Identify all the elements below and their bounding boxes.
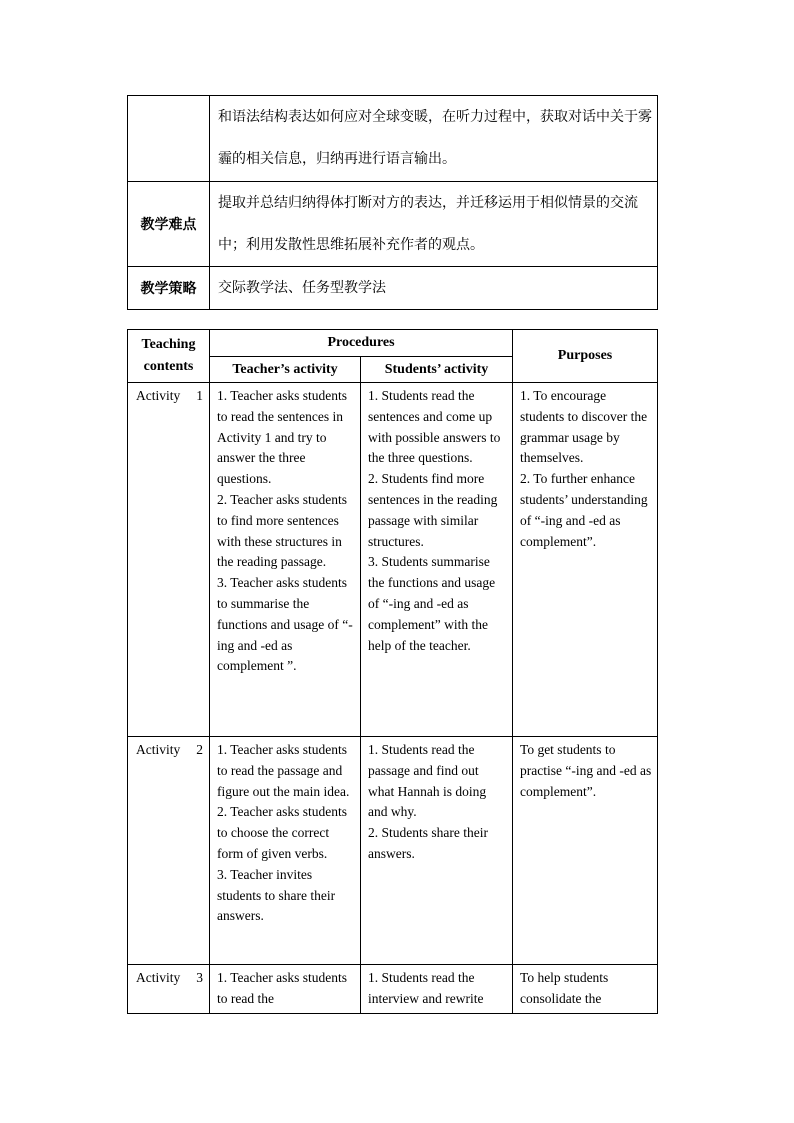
- table-row: [128, 383, 658, 737]
- row-content: 和语法结构表达如何应对全球变暖，在听力过程中，获取对话中关于雾霾的相关信息，归纳再进行语言输出。: [210, 96, 658, 182]
- row-content: 提取并总结归纳得体打断对方的表达，并迁移运用于相似情景的交流中；利用发散性思维拓展补充作者的观点。: [210, 182, 658, 267]
- table-row: [128, 965, 658, 1014]
- activity-label: [128, 737, 210, 965]
- purpose-text: 2. To further enhance students’ understanding of “-ing and -ed as complement”.: [520, 471, 648, 549]
- activity-label: [128, 383, 210, 737]
- step-text: 1. Teacher asks students to read the sentences in Activity 1 and try to answer the three questions.: [217, 388, 348, 487]
- table-row: [128, 96, 658, 182]
- activity-number: 2: [196, 742, 203, 757]
- activity-word: Activity: [136, 388, 181, 403]
- header-procedures: Procedures: [210, 330, 513, 357]
- teacher-activity-cell: [210, 965, 361, 1014]
- activity-number: 1: [196, 388, 203, 403]
- purpose-text: 1. To encourage students to discover the grammar usage by themselves.: [520, 388, 648, 466]
- step-text: 3. Teacher invites students to share their answers.: [217, 866, 336, 924]
- step-text: 2. Teacher asks students to find more sentences with these structures in the reading passage.: [217, 491, 348, 570]
- step-text: 2. Students share their answers.: [368, 825, 488, 861]
- table-row: [128, 737, 658, 965]
- teacher-activity-cell: [210, 383, 361, 737]
- header-row: [128, 330, 658, 357]
- table-row: [128, 267, 658, 310]
- step-text: 1. Teacher asks students to read the passage and figure out the main idea.: [217, 742, 350, 799]
- row-label: [128, 96, 210, 182]
- step-text: 2. Students find more sentences in the reading passage with similar structures.: [368, 471, 498, 549]
- step-text: 1. Students read the sentences and come up with possible answers to the three questions.: [368, 388, 501, 466]
- top-table: [127, 95, 658, 310]
- header-teacher-activity: Teacher’s activity: [210, 357, 361, 383]
- step-text: 3. Students summarise the functions and usage of “-ing and -ed as complement” with the help of the teacher.: [368, 554, 496, 653]
- purposes-cell: [513, 737, 658, 965]
- students-activity-cell: [361, 965, 513, 1014]
- step-text: 2. Teacher asks students to choose the correct form of given verbs.: [217, 804, 348, 861]
- purpose-text: To get students to practise “-ing and -ed as complement”.: [520, 742, 652, 799]
- table-row: [128, 182, 658, 267]
- step-text: 1. Students read the interview and rewrite: [368, 970, 484, 1006]
- students-activity-cell: [361, 383, 513, 737]
- step-text: 3. Teacher asks students to summarise the functions and usage of “-ing and -ed as complement ”.: [217, 575, 353, 674]
- lesson-procedures-table: [127, 329, 658, 1014]
- purposes-cell: [513, 383, 658, 737]
- activity-word: Activity: [136, 742, 181, 757]
- header-purposes: Purposes: [513, 330, 658, 383]
- activity-number: 3: [196, 970, 203, 985]
- row-label: 教学难点: [128, 182, 210, 267]
- row-label: 教学策略: [128, 267, 210, 310]
- purpose-text: To help students consolidate the: [520, 970, 609, 1006]
- students-activity-cell: [361, 737, 513, 965]
- header-teaching-contents: Teaching contents: [128, 330, 210, 383]
- teacher-activity-cell: [210, 737, 361, 965]
- header-students-activity: Students’ activity: [361, 357, 513, 383]
- step-text: 1. Teacher asks students to read the: [217, 970, 348, 1006]
- purposes-cell: [513, 965, 658, 1014]
- step-text: 1. Students read the passage and find out what Hannah is doing and why.: [368, 742, 487, 820]
- row-content: 交际教学法、任务型教学法: [210, 267, 658, 310]
- activity-word: Activity: [136, 970, 181, 985]
- activity-label: [128, 965, 210, 1014]
